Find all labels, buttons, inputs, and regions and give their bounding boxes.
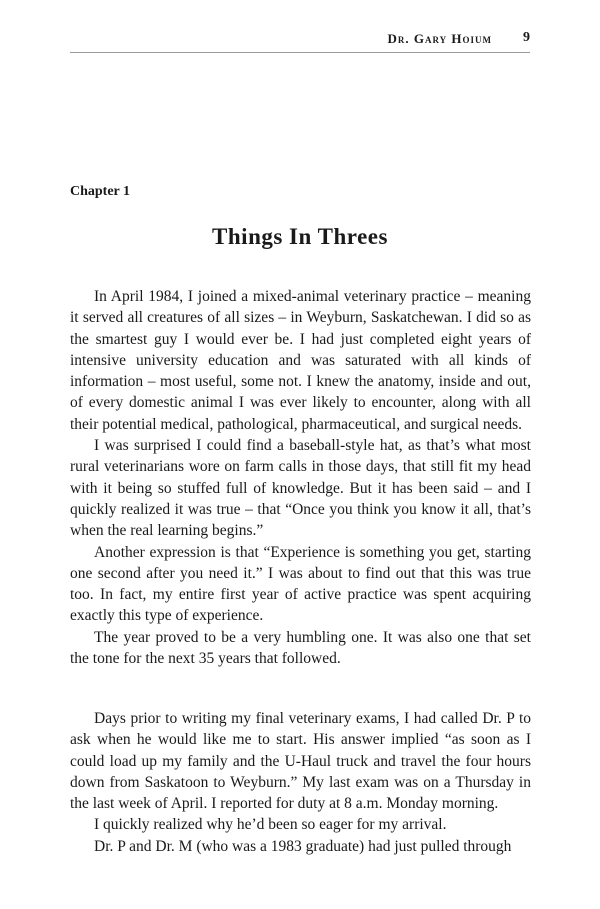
paragraph: Dr. P and Dr. M (who was a 1983 graduate) had just pulled through bbox=[94, 837, 512, 855]
paragraph: The year proved to be a very humbling one. It was also one that set the tone for the next 35 years that followed. bbox=[70, 628, 531, 668]
body-section-2 bbox=[70, 708, 531, 857]
paragraph: I was surprised I could find a baseball-style hat, as that’s what most rural veterinarians wore on farm calls in those days, that still fit my head with it being so stuffed full of knowledge. But it has been said – and I quickly realized it was true – that “Once you think you know it all, that’s when the real learning begins.” bbox=[70, 437, 531, 540]
paragraph: I quickly realized why he’d been so eager for my arrival. bbox=[94, 816, 447, 834]
paragraph: Another expression is that “Experience is something you get, starting one second after you need it.” I was about to find out that this was true too. In fact, my entire first year of active practice was spent acquiring exactly this type of experience. bbox=[70, 543, 531, 625]
running-header-author: Dr. Gary Hoium bbox=[387, 31, 492, 46]
paragraph: In April 1984, I joined a mixed-animal veterinary practice – meaning it served all creatures of all sizes – in Weyburn, Saskatchewan. I did so as the smartest guy I would ever be. I had just completed eight years of intensive university education and was saturated with all kinds of information – most useful, some not. I knew the anatomy, inside and out, of every domestic animal I was ever likely to encounter, along with all their potential medical, pathological, pharmaceutical, and surgical needs. bbox=[70, 288, 531, 433]
paragraph: Days prior to writing my final veterinary exams, I had called Dr. P to ask when he would like me to start. His answer implied “as soon as I could load up my family and the U-Haul truck and travel the four hours down from Saskatoon to Weyburn.” My last exam was on a Thursday in the last week of April. I reported for duty at 8 a.m. Monday morning. bbox=[70, 710, 531, 813]
chapter-title: Things In Threes bbox=[212, 224, 388, 249]
chapter-label: Chapter 1 bbox=[70, 184, 131, 199]
body-section-1 bbox=[70, 286, 531, 669]
page-number: 9 bbox=[523, 30, 530, 45]
running-header bbox=[70, 28, 530, 53]
